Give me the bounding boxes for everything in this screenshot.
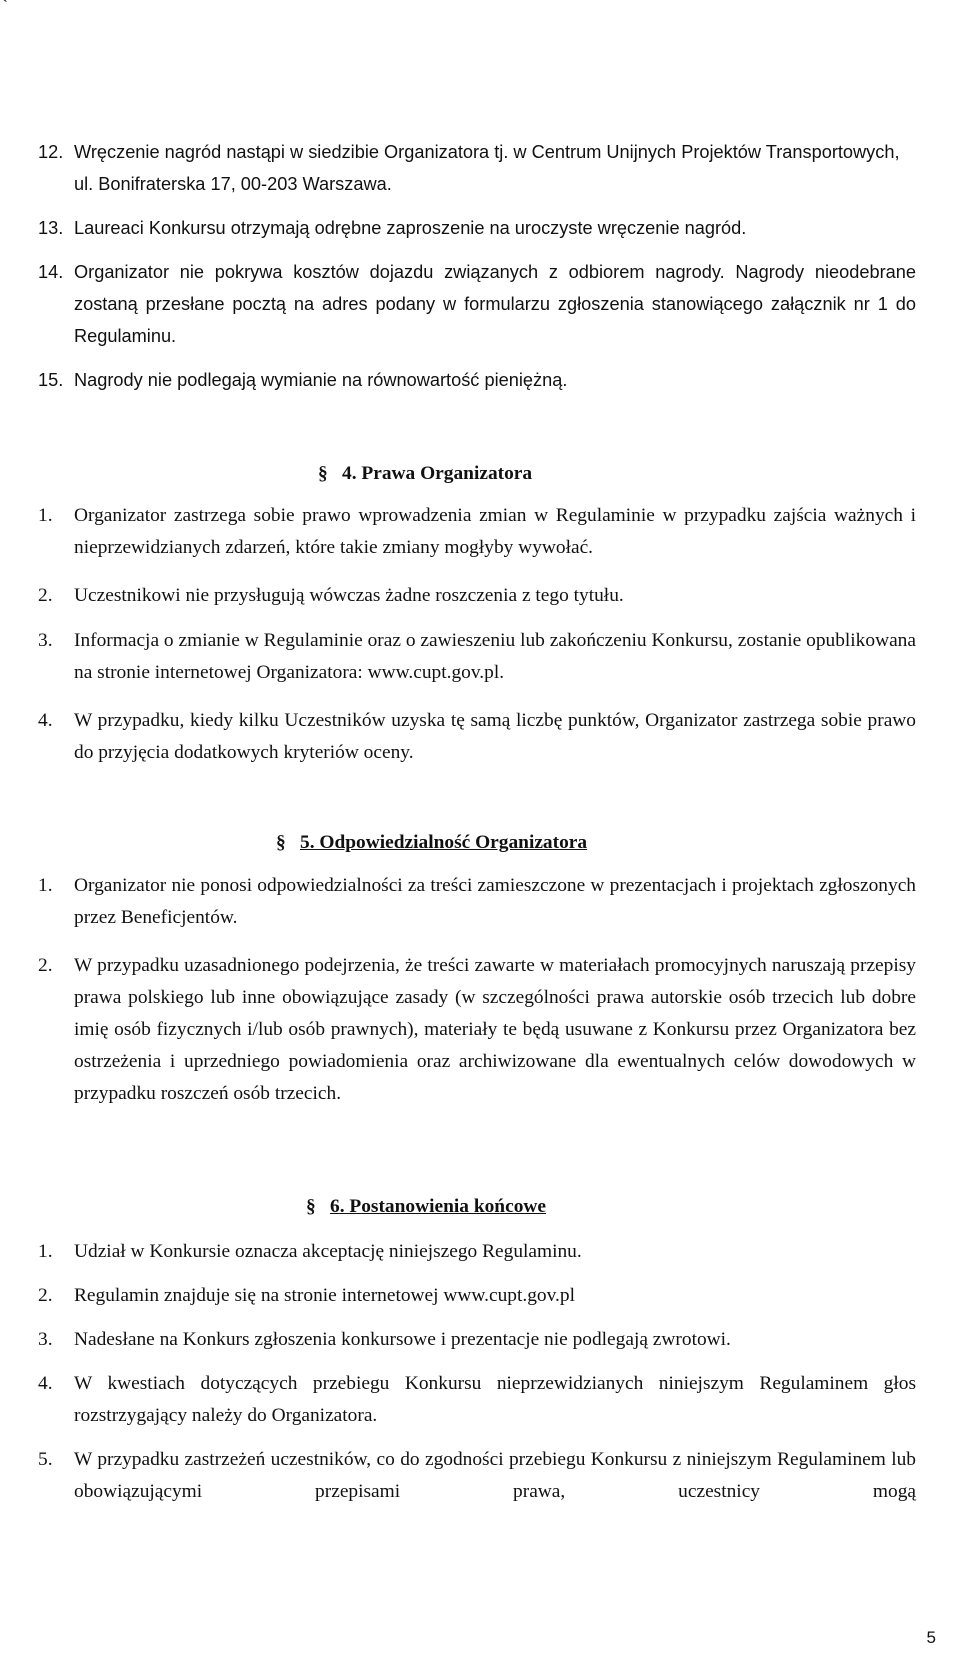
item-text: W kwestiach dotyczących przebiegu Konkursu nieprzewidzianych niniejszym Regulaminem głos rozstrzygający należy do Organizatora. <box>74 1373 916 1426</box>
section-6-heading <box>306 1191 546 1223</box>
item-number: 2. <box>38 955 53 976</box>
item-text: W przypadku zastrzeżeń uczestników, co do zgodności przebiegu Konkursu z niniejszym Regulaminem lub obowiązującymi przepisami prawa, uczestnicy mogą <box>74 1449 916 1502</box>
item-number: 14. <box>38 262 64 282</box>
item-number: 1. <box>38 875 53 896</box>
section-5-title: 5. Odpowiedzialność Organizatora <box>300 832 588 853</box>
item-text: Organizator zastrzega sobie prawo wprowadzenia zmian w Regulaminie w przypadku zajścia ważnych i nieprzewidzianych zdarzeń, które takie zmiany mogłyby wywołać. <box>74 505 916 558</box>
section-symbol: § <box>306 1196 316 1217</box>
section-4-item-4 <box>38 705 916 769</box>
item-text: Nagrody nie podlegają wymianie na równowartość pieniężną. <box>74 370 568 390</box>
item-number: 13. <box>38 218 64 238</box>
section-4-title: 4. Prawa Organizatora <box>342 463 533 484</box>
item-number: 1. <box>38 505 53 526</box>
item-text: Nadesłane na Konkurs zgłoszenia konkursowe i prezentacje nie podlegają zwrotowi. <box>74 1329 731 1350</box>
list-item-14 <box>38 256 916 352</box>
item-text: W przypadku uzasadnionego podejrzenia, że treści zawarte w materiałach promocyjnych naruszają przepisy prawa polskiego lub inne obowiązujące zasady (w szczególności prawa autorskie osób trzecich lub dobre imię osób fizycznych i/lub osób prawnych), materiały te będą usuwane z Konkursu przez Organizatora bez ostrzeżenia i uprzedniego powiadomienia oraz archiwizowane dla ewentualnych celów dowodowych w przypadku roszczeń osób trzecich. <box>74 955 916 1104</box>
item-text: Udział w Konkursie oznacza akceptację niniejszego Regulaminu. <box>74 1241 582 1262</box>
item-text: Organizator nie ponosi odpowiedzialności za treści zamieszczone w prezentacjach i projektach zgłoszonych przez Beneficjentów. <box>74 875 916 928</box>
list-item-13 <box>38 212 916 244</box>
item-number: 5. <box>38 1449 53 1470</box>
section-symbol: § <box>318 463 328 484</box>
section-4-item-1 <box>38 500 916 564</box>
section-symbol: § <box>276 832 286 853</box>
section-6-item-2 <box>38 1280 916 1312</box>
section-6-item-1 <box>38 1236 916 1268</box>
item-text: W przypadku, kiedy kilku Uczestników uzyska tę samą liczbę punktów, Organizator zastrzega sobie prawo do przyjęcia dodatkowych kryteriów oceny. <box>74 710 916 763</box>
section-5-heading <box>276 827 587 859</box>
section-4-item-3 <box>38 625 916 689</box>
item-text: Regulamin znajduje się na stronie internetowej www.cupt.gov.pl <box>74 1285 575 1306</box>
section-6-item-4 <box>38 1368 916 1432</box>
item-number: 4. <box>38 1373 53 1394</box>
item-number: 2. <box>38 585 53 606</box>
section-6-title: 6. Postanowienia końcowe <box>330 1196 546 1217</box>
section-6-item-3 <box>38 1324 916 1356</box>
section-5-item-2 <box>38 950 916 1110</box>
item-text: Uczestnikowi nie przysługują wówczas żadne roszczenia z tego tytułu. <box>74 585 624 606</box>
section-4-item-2 <box>38 580 916 612</box>
item-text: Organizator nie pokrywa kosztów dojazdu związanych z odbiorem nagrody. Nagrody nieodebrane zostaną przesłane pocztą na adres podany w formularzu zgłoszenia stanowiącego załącznik nr 1 do Regulaminu. <box>74 262 916 346</box>
item-number: 3. <box>38 630 53 651</box>
item-number: 15. <box>38 370 64 390</box>
item-text: Laureaci Konkursu otrzymają odrębne zaproszenie na uroczyste wręczenie nagród. <box>74 218 747 238</box>
section-5-item-1 <box>38 870 916 934</box>
section-4-heading <box>318 458 532 490</box>
item-number: 4. <box>38 710 53 731</box>
item-number: 1. <box>38 1241 53 1262</box>
item-text: Informacja o zmianie w Regulaminie oraz o zawieszeniu lub zakończeniu Konkursu, zostanie opublikowana na stronie internetowej Organizatora: www.cupt.gov.pl. <box>74 630 916 683</box>
item-number: 3. <box>38 1329 53 1350</box>
item-number: 12. <box>38 142 64 162</box>
item-text: Wręczenie nagród nastąpi w siedzibie Organizatora tj. w Centrum Unijnych Projektów Transportowych, ul. Bonifraterska 17, 00-203 Warszawa. <box>74 142 900 194</box>
stray-mark: ` <box>2 0 8 16</box>
item-number: 2. <box>38 1285 53 1306</box>
list-item-12 <box>38 136 916 200</box>
page-number: 5 <box>926 1628 936 1647</box>
section-6-item-5 <box>38 1444 916 1508</box>
list-item-15 <box>38 364 916 396</box>
